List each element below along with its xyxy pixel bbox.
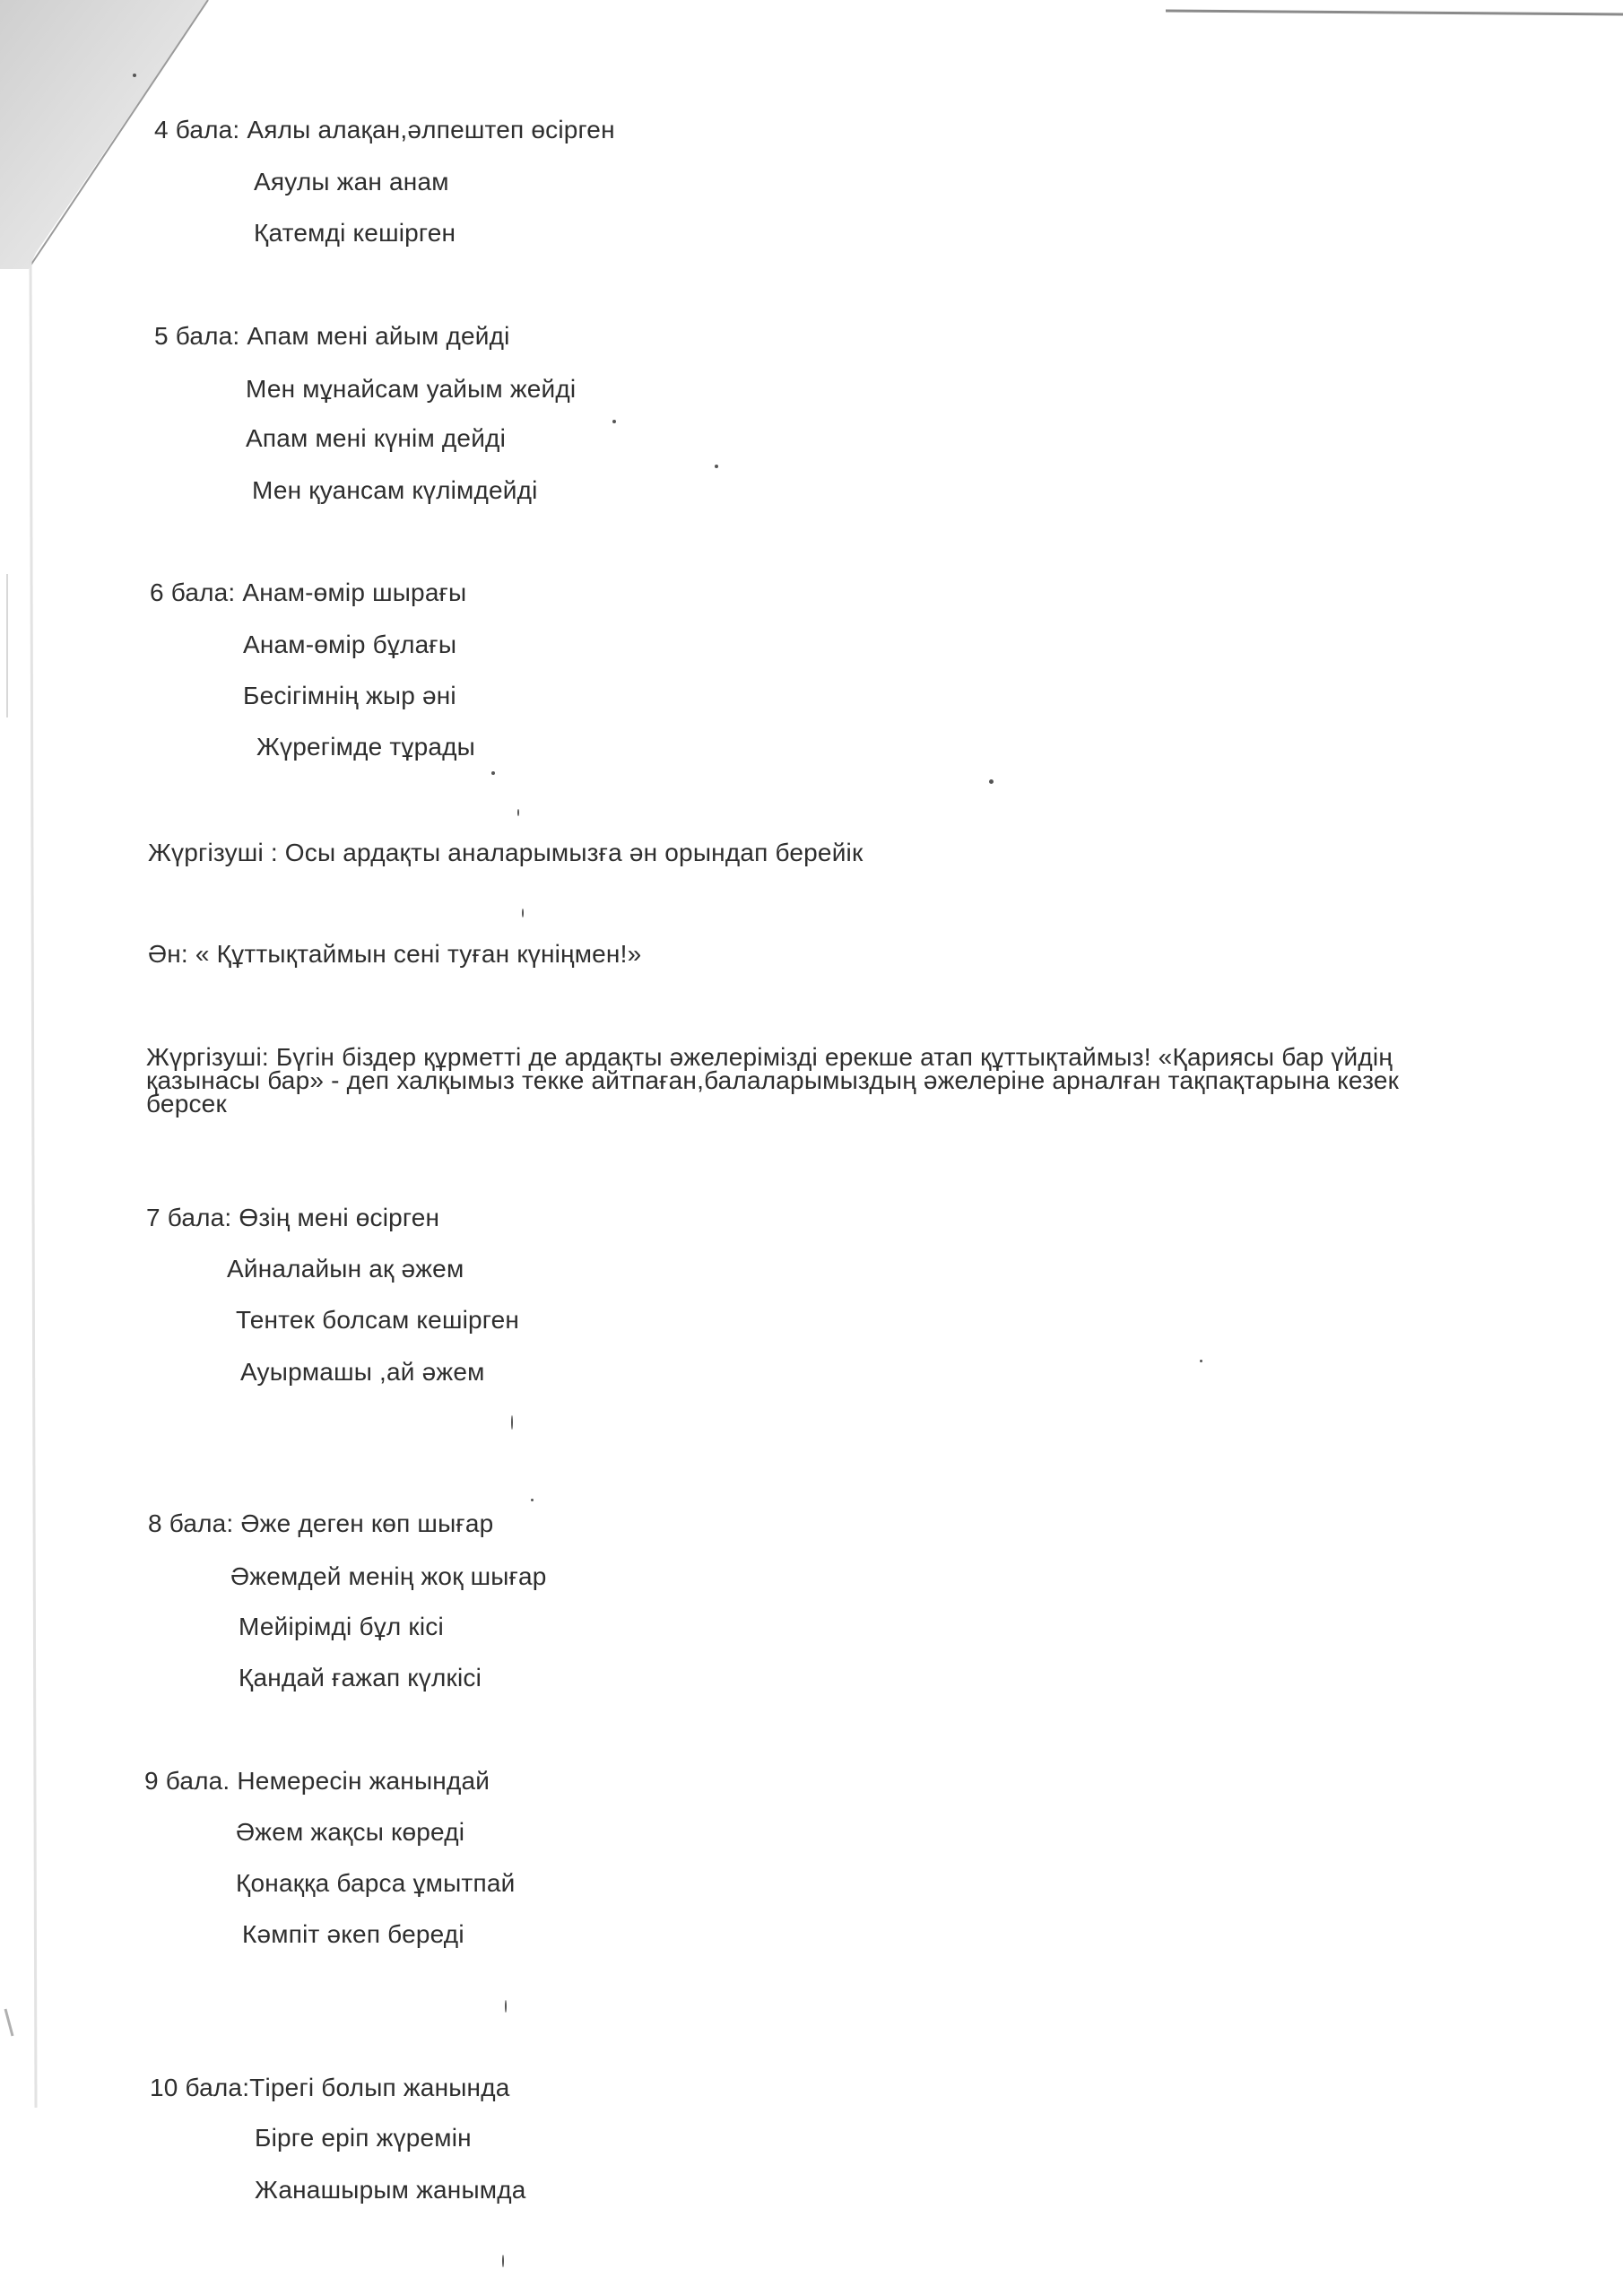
song-title-line: Ән: « Құттықтаймын сені туған күніңмен!» (148, 940, 642, 968)
scan-speck (511, 1415, 513, 1430)
scan-speck (522, 909, 524, 918)
verse-6-line-2: Анам-өмір бұлағы (243, 631, 457, 658)
scan-speck (1200, 1360, 1202, 1362)
verse-5-line-1: 5 бала: Апам мені айым дейді (154, 322, 510, 350)
scan-speck (517, 809, 519, 816)
verse-8-line-3: Мейірімді бұл кісі (239, 1613, 444, 1640)
scan-speck (505, 2000, 507, 2013)
verse-9-line-1: 9 бала. Немересін жанындай (144, 1767, 490, 1795)
host-paragraph-line-1: Жүргізуші: Бүгін біздер құрметті де ардақты әжелерімізді ерекше атап құттықтаймыз! «Қариясы бар үйдің (146, 1043, 1393, 1071)
verse-5-line-2: Мен мұнайсам уайым жейді (246, 375, 577, 403)
scan-speck (989, 779, 994, 784)
verse-7-line-2: Айналайын ақ әжем (227, 1255, 464, 1283)
verse-6-line-4: Жүрегімде тұрады (256, 733, 476, 761)
host-paragraph-grandmothers (146, 1042, 1563, 1119)
scan-edge-top (215, 0, 1623, 20)
verse-4-line-1: 4 бала: Аялы алақан,әлпештеп өсірген (154, 116, 615, 144)
verse-9-line-2: Әжем жақсы көреді (236, 1818, 465, 1846)
verse-5-line-3: Апам мені күнім дейді (246, 424, 506, 452)
scan-speck (491, 771, 495, 775)
host-paragraph-line-2: қазынасы бар» - деп халқымыз текке айтпаған,балаларымыздың әжелеріне арналған тақпақтарына кезек (146, 1066, 1400, 1094)
verse-9-line-4: Кәмпіт әкеп береді (242, 1920, 464, 1948)
verse-7-line-1: 7 бала: Өзің мені өсірген (146, 1204, 440, 1231)
verse-6-line-1: 6 бала: Анам-өмір шырағы (150, 578, 467, 606)
scan-speck (502, 2255, 504, 2267)
verse-9-line-3: Қонаққа барса ұмытпай (236, 1869, 516, 1897)
verse-4-line-3: Қатемді кешірген (254, 219, 456, 247)
verse-10-line-1: 10 бала:Тірегі болып жанында (150, 2074, 510, 2101)
verse-6-line-3: Бесігімнің жыр әні (243, 682, 456, 709)
scan-speck (612, 420, 616, 423)
verse-7-line-4: Ауырмашы ,ай әжем (240, 1358, 485, 1386)
host-line-song-intro: Жүргізуші : Осы ардақты аналарымызға ән орындап берейік (148, 839, 864, 866)
verse-5-line-4: Мен қуансам күлімдейді (252, 476, 538, 504)
verse-8-line-4: Қандай ғажап күлкісі (239, 1664, 482, 1692)
scan-speck (133, 74, 136, 77)
verse-4-line-2: Аяулы жан анам (254, 168, 449, 196)
verse-10-line-2: Бірге еріп жүремін (255, 2124, 472, 2152)
scan-edge-left (0, 251, 63, 2296)
verse-8-line-1: 8 бала: Әже деген көп шығар (148, 1509, 494, 1537)
verse-8-line-2: Әжемдей менің жоқ шығар (230, 1562, 547, 1590)
verse-10-line-3: Жанашырым жанымда (255, 2176, 526, 2204)
scan-speck (715, 465, 718, 468)
host-paragraph-line-3: берсек (146, 1090, 227, 1118)
scan-speck (531, 1499, 534, 1501)
verse-7-line-3: Тентек болсам кешірген (236, 1306, 520, 1334)
